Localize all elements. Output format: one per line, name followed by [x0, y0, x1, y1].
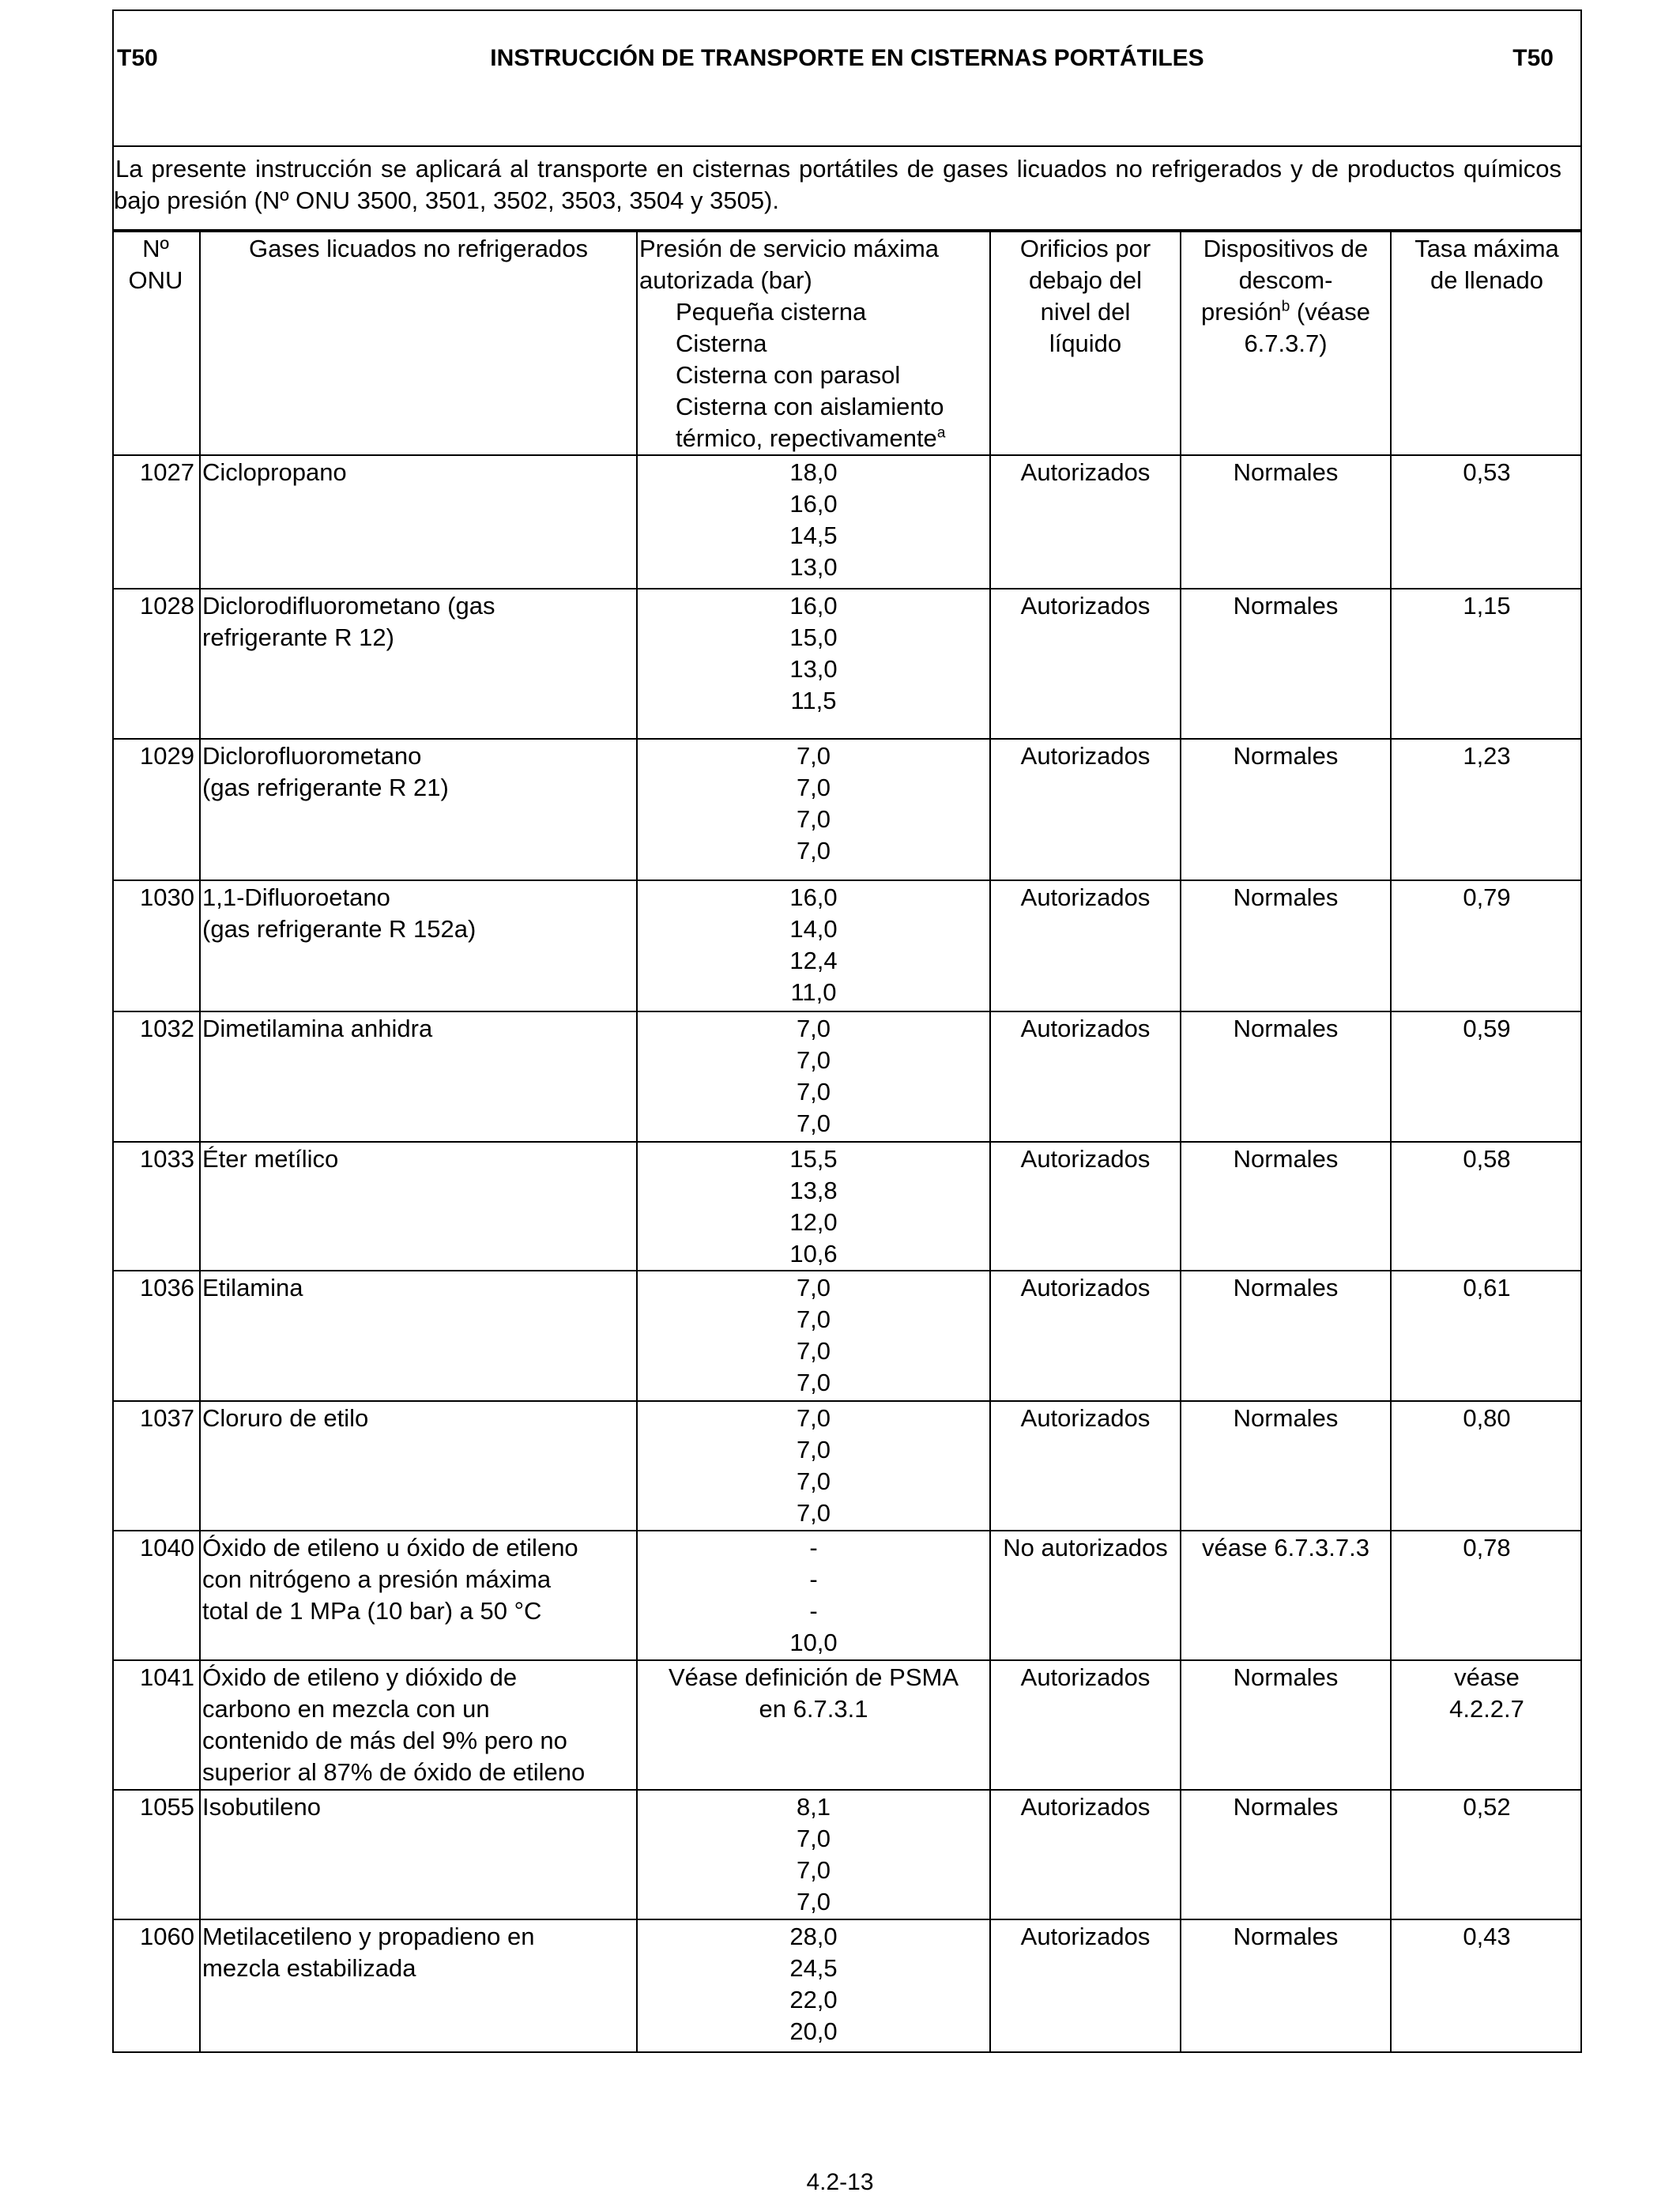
gas-name-line: Etilamina: [202, 1274, 303, 1301]
openings-value: Autorizados: [1020, 1923, 1151, 1950]
cell-fill-rate: [1391, 1142, 1582, 1271]
pressure-value: 14,0: [789, 915, 838, 943]
relief-value: Normales: [1233, 1663, 1339, 1691]
table-row: [112, 1919, 1582, 2051]
pressure-value: 28,0: [789, 1923, 838, 1950]
table-row: [112, 1531, 1582, 1660]
gas-name-line: 1,1-Difluoroetano: [202, 883, 390, 911]
pressure-value: 7,0: [796, 774, 831, 801]
header-pressure-sub: Pequeña cisterna: [676, 298, 867, 326]
onu-number: 1032: [140, 1015, 194, 1042]
cell-openings: [990, 589, 1181, 739]
table-row: [112, 1011, 1582, 1142]
cell-gas-name: [200, 455, 637, 589]
gas-name-line: carbono en mezcla con un: [202, 1695, 490, 1723]
cell-relief: [1181, 589, 1391, 739]
relief-value: Normales: [1233, 592, 1339, 620]
footnote-b-marker: b: [1281, 298, 1290, 315]
cell-pressures: [637, 880, 990, 1011]
cell-gas-name: [200, 1531, 637, 1660]
gas-name-line: Dimetilamina anhidra: [202, 1015, 433, 1042]
cell-onu: [112, 589, 200, 739]
cell-pressures: [637, 1271, 990, 1401]
cell-gas-name: [200, 1271, 637, 1401]
instruction-title: INSTRUCCIÓN DE TRANSPORTE EN CISTERNAS PORTÁTILES: [490, 45, 1204, 71]
pressure-value: 10,6: [789, 1240, 838, 1268]
cell-relief: [1181, 1271, 1391, 1401]
cell-gas-name: [200, 1919, 637, 2051]
gas-name-line: Cloruro de etilo: [202, 1404, 369, 1432]
pressure-value: 15,0: [789, 623, 838, 651]
pressure-value: 7,0: [796, 1046, 831, 1074]
fill-rate-value: 1,23: [1463, 742, 1511, 770]
cell-pressures: [637, 1401, 990, 1531]
cell-gas-name: [200, 1401, 637, 1531]
header-openings: [990, 232, 1181, 455]
relief-value: Normales: [1233, 1145, 1339, 1173]
cell-gas-name: [200, 1142, 637, 1271]
table-row: [112, 880, 1582, 1011]
gas-name-line: refrigerante R 12): [202, 623, 394, 651]
pressure-value: 13,8: [789, 1177, 838, 1204]
pressure-value: 16,0: [789, 883, 838, 911]
cell-relief: [1181, 1790, 1391, 1919]
pressure-value: 13,0: [789, 655, 838, 683]
cell-fill-rate: [1391, 1660, 1582, 1790]
onu-number: 1041: [140, 1663, 194, 1691]
cell-fill-rate: [1391, 1011, 1582, 1142]
cell-onu: [112, 1011, 200, 1142]
header-pressure-sub: Cisterna: [676, 330, 767, 357]
cell-pressures: [637, 455, 990, 589]
instruction-header: [114, 11, 1580, 147]
onu-number: 1037: [140, 1404, 194, 1432]
intro-paragraph: [114, 147, 1580, 231]
pressure-value: 7,0: [796, 1015, 831, 1042]
relief-value: Normales: [1233, 1015, 1339, 1042]
pressure-value: 12,0: [789, 1208, 838, 1236]
onu-number: 1060: [140, 1923, 194, 1950]
table-header-row: [112, 232, 1582, 455]
header-pressure-sub: Cisterna con parasol: [676, 361, 901, 389]
openings-value: No autorizados: [1003, 1534, 1168, 1561]
openings-value: Autorizados: [1020, 1404, 1151, 1432]
fill-rate-value: 0,78: [1463, 1534, 1511, 1561]
onu-number: 1030: [140, 883, 194, 911]
table-row: [112, 739, 1582, 880]
cell-relief: [1181, 880, 1391, 1011]
pressure-value: 16,0: [789, 592, 838, 620]
cell-onu: [112, 1142, 200, 1271]
table-row: [112, 1401, 1582, 1531]
cell-onu: [112, 880, 200, 1011]
header-relief-tail: (véase: [1290, 298, 1370, 326]
cell-onu: [112, 739, 200, 880]
fill-rate-value: 4.2.2.7: [1449, 1695, 1524, 1723]
pressure-value: -: [809, 1534, 818, 1561]
instruction-code-right: T50: [1512, 45, 1554, 71]
cell-fill-rate: [1391, 1790, 1582, 1919]
cell-openings: [990, 1401, 1181, 1531]
gas-name-line: Ciclopropano: [202, 458, 347, 486]
header-onu-line: Nº: [142, 235, 169, 262]
cell-onu: [112, 1790, 200, 1919]
cell-pressures: [637, 1011, 990, 1142]
onu-number: 1033: [140, 1145, 194, 1173]
cell-openings: [990, 880, 1181, 1011]
fill-rate-value: véase: [1454, 1663, 1520, 1691]
pressure-value: 8,1: [796, 1793, 831, 1821]
cell-relief: [1181, 455, 1391, 589]
relief-value: Normales: [1233, 742, 1339, 770]
gas-name-line: total de 1 MPa (10 bar) a 50 °C: [202, 1597, 542, 1625]
cell-onu: [112, 1271, 200, 1401]
header-fill-line: de llenado: [1430, 266, 1544, 294]
gas-name-line: Éter metílico: [202, 1145, 339, 1173]
cell-fill-rate: [1391, 589, 1582, 739]
pressure-value: 7,0: [796, 1499, 831, 1527]
header-relief-line: 6.7.3.7): [1244, 330, 1328, 357]
pressure-value: 7,0: [796, 837, 831, 864]
cell-gas-name: [200, 1660, 637, 1790]
pressure-value: Véase definición de PSMA: [668, 1663, 959, 1691]
cell-gas-name: [200, 739, 637, 880]
header-relief-line: descom-: [1238, 266, 1333, 294]
cell-onu: [112, 455, 200, 589]
cell-relief: [1181, 1401, 1391, 1531]
cell-onu: [112, 1660, 200, 1790]
gas-name-line: superior al 87% de óxido de etileno: [202, 1758, 586, 1786]
pressure-value: 7,0: [796, 1109, 831, 1137]
pressure-value: 7,0: [796, 1274, 831, 1301]
cell-fill-rate: [1391, 455, 1582, 589]
cell-gas-name: [200, 1011, 637, 1142]
cell-openings: [990, 1660, 1181, 1790]
pressure-value: 10,0: [789, 1629, 838, 1656]
header-fill-line: Tasa máxima: [1414, 235, 1559, 262]
gas-name-line: contenido de más del 9% pero no: [202, 1727, 567, 1754]
cell-pressures: [637, 589, 990, 739]
pressure-value: -: [809, 1597, 818, 1625]
pressure-value: 20,0: [789, 2017, 838, 2045]
cell-openings: [990, 739, 1181, 880]
table-row: [112, 1142, 1582, 1271]
cell-relief: [1181, 1660, 1391, 1790]
pressure-value: 11,5: [790, 687, 837, 714]
cell-fill-rate: [1391, 739, 1582, 880]
pressure-value: 14,5: [789, 522, 838, 549]
header-relief-line: [1183, 296, 1388, 328]
pressure-value: 7,0: [796, 1436, 831, 1463]
pressure-value: 24,5: [789, 1954, 838, 1982]
onu-number: 1040: [140, 1534, 194, 1561]
header-pressure-sub: [639, 423, 988, 454]
relief-value: véase 6.7.3.7.3: [1202, 1534, 1369, 1561]
cell-openings: [990, 1142, 1181, 1271]
instruction-code-left: T50: [117, 45, 158, 71]
cell-fill-rate: [1391, 1531, 1582, 1660]
cell-pressures: [637, 739, 990, 880]
relief-value: Normales: [1233, 1404, 1339, 1432]
cell-fill-rate: [1391, 1401, 1582, 1531]
footnote-a-marker: a: [936, 424, 946, 442]
cell-fill-rate: [1391, 880, 1582, 1011]
onu-number: 1055: [140, 1793, 194, 1821]
fill-rate-value: 0,52: [1463, 1793, 1511, 1821]
table-row: [112, 589, 1582, 739]
openings-value: Autorizados: [1020, 1663, 1151, 1691]
relief-value: Normales: [1233, 458, 1339, 486]
pressure-value: 7,0: [796, 1467, 831, 1495]
header-onu: [112, 232, 200, 455]
cell-gas-name: [200, 589, 637, 739]
pressure-value: 13,0: [789, 553, 838, 581]
relief-value: Normales: [1233, 883, 1339, 911]
header-openings-line: líquido: [1049, 330, 1122, 357]
header-openings-line: debajo del: [1028, 266, 1143, 294]
onu-number: 1029: [140, 742, 194, 770]
table-row: [112, 1790, 1582, 1919]
table-row: [112, 1271, 1582, 1401]
cell-openings: [990, 1790, 1181, 1919]
gas-name-line: Isobutileno: [202, 1793, 321, 1821]
cell-relief: [1181, 739, 1391, 880]
header-pressure-sub-text: térmico, repectivamente: [676, 424, 937, 452]
cell-relief: [1181, 1011, 1391, 1142]
cell-relief: [1181, 1531, 1391, 1660]
table-row: [112, 455, 1582, 589]
fill-rate-value: 0,79: [1463, 883, 1511, 911]
relief-value: Normales: [1233, 1793, 1339, 1821]
pressure-value: 7,0: [796, 805, 831, 833]
onu-number: 1028: [140, 592, 194, 620]
pressure-value: 11,0: [790, 978, 837, 1006]
header-relief-line: Dispositivos de: [1203, 235, 1369, 262]
openings-value: Autorizados: [1020, 883, 1151, 911]
header-pressure: [637, 232, 990, 455]
pressure-value: 12,4: [789, 947, 838, 974]
cell-fill-rate: [1391, 1919, 1582, 2051]
cell-pressures: [637, 1660, 990, 1790]
instruction-page: [112, 9, 1582, 2053]
pressure-value: 7,0: [796, 1305, 831, 1333]
openings-value: Autorizados: [1020, 1274, 1151, 1301]
table-row: [112, 1660, 1582, 1790]
cell-onu: [112, 1531, 200, 1660]
gas-name-line: mezcla estabilizada: [202, 1954, 416, 1982]
fill-rate-value: 1,15: [1463, 592, 1511, 620]
cell-onu: [112, 1919, 200, 2051]
fill-rate-value: 0,61: [1463, 1274, 1511, 1301]
header-onu-line: ONU: [128, 266, 183, 294]
header-openings-line: Orificios por: [1019, 235, 1151, 262]
cell-relief: [1181, 1142, 1391, 1271]
cell-relief: [1181, 1919, 1391, 2051]
pressure-value: 7,0: [796, 1888, 831, 1915]
header-relief-word: presión: [1201, 298, 1282, 326]
cell-openings: [990, 1919, 1181, 2051]
header-pressure-line: autorizada (bar): [639, 266, 812, 294]
header-fill: [1391, 232, 1582, 455]
pressure-value: -: [809, 1565, 818, 1593]
openings-value: Autorizados: [1020, 1145, 1151, 1173]
pressure-value: 15,5: [789, 1145, 838, 1173]
pressure-value: 7,0: [796, 1856, 831, 1884]
pressure-value: 7,0: [796, 1404, 831, 1432]
cell-openings: [990, 1011, 1181, 1142]
cell-gas-name: [200, 880, 637, 1011]
intro-text: La presente instrucción se aplicará al transporte en cisternas portátiles de gases licuados no refrigerados y de productos químicos bajo presión (Nº ONU 3500, 3501, 3502, 3503, 3504 y 3505).: [114, 155, 1561, 214]
header-relief: [1181, 232, 1391, 455]
fill-rate-value: 0,80: [1463, 1404, 1511, 1432]
cell-pressures: [637, 1919, 990, 2051]
relief-value: Normales: [1233, 1274, 1339, 1301]
gas-name-line: Óxido de etileno u óxido de etileno: [202, 1534, 578, 1561]
gas-name-line: Diclorofluorometano: [202, 742, 422, 770]
fill-rate-value: 0,53: [1463, 458, 1511, 486]
cell-onu: [112, 1401, 200, 1531]
cell-openings: [990, 455, 1181, 589]
header-gas: [200, 232, 637, 455]
gas-name-line: con nitrógeno a presión máxima: [202, 1565, 552, 1593]
gas-name-line: (gas refrigerante R 21): [202, 774, 449, 801]
cell-pressures: [637, 1531, 990, 1660]
gas-name-line: Metilacetileno y propadieno en: [202, 1923, 535, 1950]
cell-gas-name: [200, 1790, 637, 1919]
header-openings-line: nivel del: [1040, 298, 1131, 326]
openings-value: Autorizados: [1020, 1015, 1151, 1042]
cell-openings: [990, 1271, 1181, 1401]
pressure-value: 7,0: [796, 1825, 831, 1852]
pressure-value: 18,0: [789, 458, 838, 486]
pressure-value: en 6.7.3.1: [759, 1695, 868, 1723]
cell-openings: [990, 1531, 1181, 1660]
header-pressure-sub: Cisterna con aislamiento: [676, 393, 944, 420]
pressure-value: 7,0: [796, 1078, 831, 1106]
onu-number: 1036: [140, 1274, 194, 1301]
gas-name-line: (gas refrigerante R 152a): [202, 915, 477, 943]
fill-rate-value: 0,58: [1463, 1145, 1511, 1173]
cell-pressures: [637, 1790, 990, 1919]
openings-value: Autorizados: [1020, 1793, 1151, 1821]
pressure-value: 7,0: [796, 1337, 831, 1365]
header-pressure-line: Presión de servicio máxima: [639, 235, 940, 262]
fill-rate-value: 0,43: [1463, 1923, 1511, 1950]
openings-value: Autorizados: [1020, 458, 1151, 486]
pressure-value: 22,0: [789, 1986, 838, 2013]
relief-value: Normales: [1233, 1923, 1339, 1950]
fill-rate-value: 0,59: [1463, 1015, 1511, 1042]
header-gas-text: Gases licuados no refrigerados: [248, 235, 589, 262]
gas-name-line: Óxido de etileno y dióxido de: [202, 1663, 518, 1691]
cell-fill-rate: [1391, 1271, 1582, 1401]
pressure-value: 7,0: [796, 742, 831, 770]
openings-value: Autorizados: [1020, 742, 1151, 770]
page-number: 4.2-13: [806, 2169, 874, 2195]
gas-name-line: Diclorodifluorometano (gas: [202, 592, 495, 620]
onu-number: 1027: [140, 458, 194, 486]
cell-pressures: [637, 1142, 990, 1271]
gases-table: [112, 231, 1582, 2051]
pressure-value: 16,0: [789, 490, 838, 518]
openings-value: Autorizados: [1020, 592, 1151, 620]
pressure-value: 7,0: [796, 1369, 831, 1396]
